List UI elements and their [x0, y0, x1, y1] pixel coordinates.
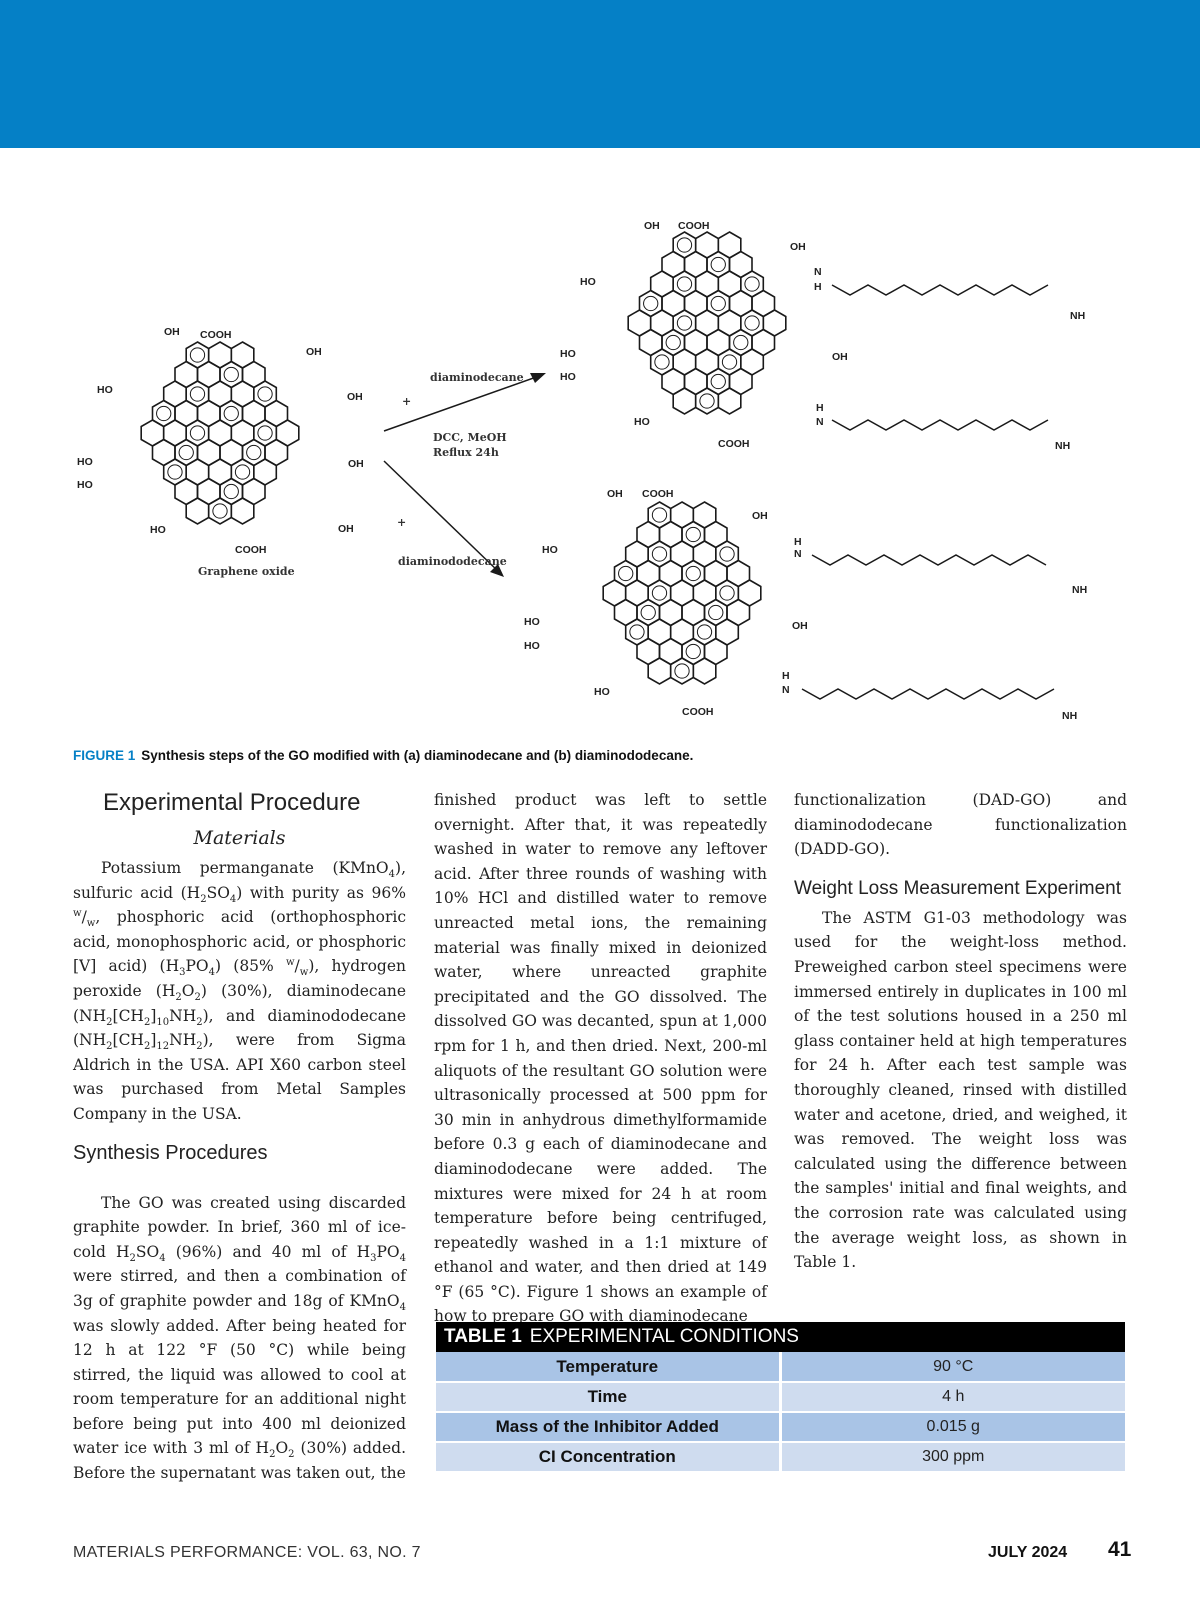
figure-1-synthesis-scheme	[72, 215, 1132, 735]
alkyl-chain	[812, 555, 1046, 565]
hexagon-ring	[673, 388, 696, 414]
label-oh: OH	[792, 620, 808, 632]
label-nh: H	[782, 670, 790, 682]
aromatic-ring-circle	[745, 316, 759, 330]
aromatic-ring-circle	[720, 547, 734, 561]
weight-loss-paragraph: The ASTM G1-03 methodology was used for the weight-loss method. Preweighed carbon steel specimens were immersed entirely in duplicates in 100 ml of the test solutions housed in a 250 ml glass container held at high temperatures for 24 h. After each test sample was thoroughly cleaned, rinsed with distilled water and acetone, dried, and weighed, it was removed. The weight loss was calculated using the difference between the samples' initial and final weights, and the corrosion rate was calculated using the average weight loss, as shown in Table 1.	[794, 908, 1127, 1272]
aromatic-ring-circle	[720, 586, 734, 600]
label-ho: HO	[580, 276, 596, 288]
table-row	[436, 1352, 1125, 1382]
graphene-oxide-label: Graphene oxide	[198, 565, 295, 578]
column-1	[73, 788, 406, 1486]
aromatic-ring-circle	[666, 335, 680, 349]
aromatic-ring-circle	[213, 504, 227, 518]
figure-caption-id: FIGURE 1	[73, 748, 136, 763]
aromatic-ring-circle	[224, 484, 238, 498]
table-id: TABLE 1	[444, 1326, 522, 1347]
reaction-scheme-svg	[72, 215, 1132, 735]
table-cell-value: 0.015 g	[780, 1412, 1125, 1442]
label-oh: OH	[644, 220, 660, 232]
table-1-experimental-conditions	[436, 1322, 1125, 1473]
aromatic-ring-circle	[675, 664, 689, 678]
reagent-diaminodecane: diaminodecane	[430, 371, 524, 384]
aromatic-ring-circle	[652, 508, 666, 522]
alkyl-chain	[832, 420, 1048, 430]
aromatic-ring-circle	[686, 527, 700, 541]
label-nh2: NH	[1055, 440, 1071, 452]
aromatic-ring-circle	[190, 426, 204, 440]
table-cell-value: 90 °C	[780, 1352, 1125, 1382]
aromatic-ring-circle	[258, 426, 272, 440]
label-cooh: COOH	[682, 706, 714, 718]
label-ho: HO	[594, 686, 610, 698]
label-cooh: COOH	[678, 220, 710, 232]
label-nh: H	[814, 281, 822, 293]
label-oh: OH	[164, 326, 180, 338]
aromatic-ring-circle	[686, 566, 700, 580]
label-oh: OH	[347, 391, 363, 403]
page-number: 41	[1108, 1538, 1132, 1561]
aromatic-ring-circle	[168, 465, 182, 479]
table-cell-label: CI Concentration	[436, 1442, 780, 1472]
aromatic-ring-circle	[224, 367, 238, 381]
section-heading-experimental-procedure: Experimental Procedure	[103, 789, 361, 816]
label-ho: HO	[524, 640, 540, 652]
figure-caption-text: Synthesis steps of the GO modified with (a) diaminodecane and (b) diaminododecane.	[141, 748, 694, 763]
label-n: N	[782, 684, 790, 696]
hexagon-ring	[671, 658, 694, 684]
aromatic-ring-circle	[677, 316, 691, 330]
label-n: N	[814, 266, 822, 278]
reagent-diaminododecane: diaminododecane	[398, 555, 507, 568]
label-oh: OH	[338, 523, 354, 535]
aromatic-ring-circle	[709, 605, 723, 619]
column-2	[434, 788, 767, 1329]
hexagon-ring	[693, 658, 716, 684]
table-cell-label: Temperature	[436, 1352, 780, 1382]
header-band	[0, 0, 1200, 148]
aromatic-ring-circle	[190, 387, 204, 401]
aromatic-ring-circle	[247, 445, 261, 459]
aromatic-ring-circle	[711, 257, 725, 271]
aromatic-ring-circle	[700, 394, 714, 408]
aromatic-ring-circle	[655, 355, 669, 369]
aromatic-ring-circle	[179, 445, 193, 459]
synthesis-paragraph-continued: finished product was left to settle overnight. After that, it was repeatedly washed in water to remove any leftover acid. After three rounds of washing with 10% HCl and distilled water to remove unreacted metal ions, the remaining material was finally mixed in deionized water, where unreacted graphite precipitated and the GO dissolved. The dissolved GO was decanted, spun at 1,000 rpm for 1 h, and then dried. Next, 200-ml aliquots of the resultant GO solution were ultrasonically processed at 500 ppm for 30 min in anhydrous dimethylformamide before 0.3 g each of diaminodecane and diaminododecane were added. The mixtures were mixed for 24 h at room temperature before being centrifuged, repeatedly washed in a 1:1 mixture of ethanol and water, and then dried at 149 °F (65 °C). Figure 1 shows an example of how to prepare GO with diaminodecane	[434, 791, 767, 1326]
label-nh: H	[816, 402, 824, 414]
label-ho: HO	[560, 348, 576, 360]
plus-sign-upper: +	[402, 395, 412, 408]
aromatic-ring-circle	[258, 387, 272, 401]
aromatic-ring-circle	[686, 644, 700, 658]
aromatic-ring-circle	[644, 296, 658, 310]
section-heading-synthesis-procedures: Synthesis Procedures	[73, 1141, 268, 1164]
aromatic-ring-circle	[235, 465, 249, 479]
hexagon-ring	[186, 498, 209, 524]
label-cooh: COOH	[642, 488, 674, 500]
aromatic-ring-circle	[711, 296, 725, 310]
hexagon-ring	[718, 388, 741, 414]
label-cooh: COOH	[200, 329, 232, 341]
footer-date: JULY 2024	[988, 1544, 1068, 1561]
table-cell-label: Mass of the Inhibitor Added	[436, 1412, 780, 1442]
aromatic-ring-circle	[745, 277, 759, 291]
subheading-materials: Materials	[193, 827, 286, 849]
table-cell-value: 4 h	[780, 1382, 1125, 1412]
label-nh: H	[794, 536, 802, 548]
hexagon-ring	[209, 498, 232, 524]
aromatic-ring-circle	[697, 625, 711, 639]
label-oh: OH	[306, 346, 322, 358]
label-oh: OH	[607, 488, 623, 500]
label-oh: OH	[790, 241, 806, 253]
label-nh2: NH	[1062, 710, 1078, 722]
table-cell-value: 300 ppm	[780, 1442, 1125, 1472]
label-nh2: NH	[1072, 584, 1088, 596]
synthesis-paragraph: The GO was created using discarded graphite powder. In brief, 360 ml of ice-cold $H_2SO_4$ (96%) and 40 ml of $H_3PO_4$ were stirred, and then a combination of 3g of graphite powder and 18g of KMnO$_4$ was slowly added. After being heated for 12 h at 122 °F (50 °C) while being stirred, the liquid was allowed to cool at room temperature for an additional night before being put into 400 ml deionized water ice with 3 ml of $H_2O_2$ (30%) added. Before the supernatant was taken out, the	[73, 1193, 406, 1483]
label-ho: HO	[542, 544, 558, 556]
label-ho: HO	[524, 616, 540, 628]
aromatic-ring-circle	[190, 348, 204, 362]
hexagon-ring	[231, 498, 254, 524]
label-oh: OH	[752, 510, 768, 522]
figure-caption	[73, 748, 693, 763]
label-ho: HO	[560, 371, 576, 383]
aromatic-ring-circle	[652, 586, 666, 600]
label-oh: OH	[348, 458, 364, 470]
alkyl-chain	[832, 285, 1048, 295]
label-oh: OH	[832, 351, 848, 363]
aromatic-ring-circle	[630, 625, 644, 639]
materials-paragraph: Potassium permanganate (KMnO$_4$), sulfuric acid $(H_2SO_4)$ with purity as 96% $^w/_w$, phosphoric acid (orthophosphoric acid, monophosphoric acid, or phosphoric [V] acid) $(H_3PO_4)$ (85% $^w/_w$), hydrogen peroxide $(H_2O_2)$ (30%), diaminodecane $(NH_2[CH_2]_{10}NH_2)$, and diaminododecane $(NH_2[CH_2]_{12}NH_2)$, were from Sigma Aldrich in the USA. API X60 carbon steel was purchased from Metal Samples Company in the USA.	[73, 859, 407, 1123]
aromatic-ring-circle	[652, 547, 666, 561]
aromatic-ring-circle	[722, 355, 736, 369]
conditions-line-1: DCC, MeOH	[433, 431, 507, 444]
label-ho: HO	[77, 479, 93, 491]
label-cooh: COOH	[235, 544, 267, 556]
aromatic-ring-circle	[711, 374, 725, 388]
hexagon-ring	[696, 388, 719, 414]
label-nh2: NH	[1070, 310, 1086, 322]
label-cooh: COOH	[718, 438, 750, 450]
table-title-text: EXPERIMENTAL CONDITIONS	[529, 1326, 799, 1347]
functionalization-paragraph-end: functionalization (DAD-GO) and diaminododecane functionalization (DADD-GO).	[794, 791, 1127, 859]
footer-journal: MATERIALS PERFORMANCE: VOL. 63, NO. 7	[73, 1544, 421, 1561]
label-ho: HO	[634, 416, 650, 428]
aromatic-ring-circle	[157, 406, 171, 420]
aromatic-ring-circle	[619, 566, 633, 580]
conditions-line-2: Reflux 24h	[433, 446, 499, 459]
label-ho: HO	[97, 384, 113, 396]
table-title	[436, 1322, 1125, 1352]
table-row	[436, 1412, 1125, 1442]
hexagon-ring	[648, 658, 671, 684]
aromatic-ring-circle	[677, 238, 691, 252]
column-3	[794, 788, 1127, 1275]
section-heading-weight-loss: Weight Loss Measurement Experiment	[794, 877, 1122, 899]
label-ho: HO	[77, 456, 93, 468]
alkyl-chain	[802, 689, 1054, 699]
table-title-row	[436, 1322, 1125, 1352]
label-n: N	[816, 416, 824, 428]
aromatic-ring-circle	[641, 605, 655, 619]
label-n: N	[794, 548, 802, 560]
aromatic-ring-circle	[734, 335, 748, 349]
plus-sign-lower: +	[397, 516, 407, 529]
label-ho: HO	[150, 524, 166, 536]
aromatic-ring-circle	[677, 277, 691, 291]
aromatic-ring-circle	[224, 406, 238, 420]
table-row	[436, 1442, 1125, 1472]
table-row	[436, 1382, 1125, 1412]
table-cell-label: Time	[436, 1382, 780, 1412]
